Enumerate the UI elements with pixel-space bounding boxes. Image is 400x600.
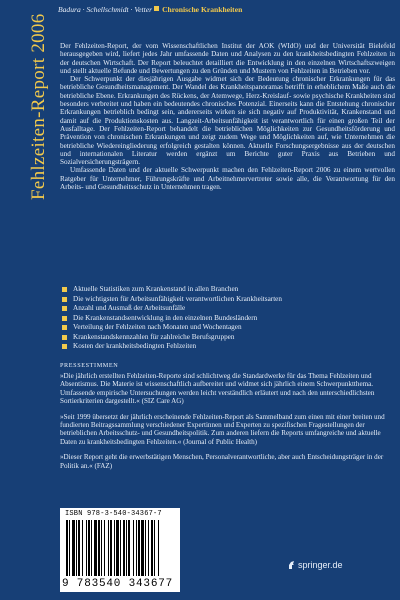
- publisher: [288, 560, 343, 570]
- authors: Badura · Schellschmidt · Vetter: [58, 5, 153, 14]
- feature-list: [60, 285, 395, 352]
- cover-content: [55, 20, 400, 600]
- square-bullet-icon: [62, 325, 67, 330]
- list-item: [60, 314, 395, 324]
- publisher-url: springer.de: [298, 560, 343, 570]
- press-quote: »Seit 1999 übersetzt der jährlich erscheinende Fehlzeiten-Report als Sammelband zum einen mit einer breiten und fundierten Beitragssammlung verschiedener Expertinnen und Experten zu spezifischen Fragestellungen der betrieblichen Arbeitsschutz- und Gesundheitspolitik. Zum anderen liefern die Reports umfangreiche und aktuelle Daten zu krankheitsbedingten Fehlzeiten.« (Journal of Public Health): [60, 412, 385, 446]
- square-bullet-icon: [62, 297, 67, 302]
- list-item-text: Anzahl und Ausmaß der Arbeitsunfälle: [73, 304, 186, 312]
- press-quote: »Die jährlich erstellten Fehlzeiten-Reporte sind schlichtweg die Standardwerke für das Thema Fehlzeiten und Absentismus. Die Materie ist wissenschaftlich aufbereitet und widmet sich jährlich einem Schwerpunktthema. Umfassende empirische Untersuchungen werden leicht verständlich erläutert und nach den unterschiedlichsten Sortierkriterien dargestellt.« (SIZ Care AG): [60, 372, 375, 406]
- list-item-text: Die wichtigsten für Arbeitsunfähigkeit verantwortlichen Krankheitsarten: [73, 294, 282, 303]
- press-quote: »Dieser Report geht die erwerbstätigen Menschen, Personalverantwortliche, aber auch Entscheidungsträger in der Politik an.« (FAZ): [60, 453, 384, 470]
- spine: [0, 0, 55, 600]
- barcode-bars: [66, 520, 174, 576]
- author-line: [58, 5, 242, 14]
- description-paragraph: Umfassende Daten und der aktuelle Schwerpunkt machen den Fehlzeiten-Report 2006 zu einem wertvollen Ratgeber für Unternehmer, Führungskräfte und Arbeitnehmervertreter sowie alle, die Verantwortung für den Arbeits- und Gesundheitsschutz in Unternehmen tragen.: [60, 166, 395, 192]
- barcode-digits: 9 783540 343677: [62, 578, 174, 590]
- list-item: [60, 333, 395, 343]
- list-item: [60, 295, 395, 305]
- press-quotes: [60, 372, 395, 477]
- description-paragraph: Der Fehlzeiten-Report, der vom Wissenschaftlichen Institut der AOK (WIdO) und der Universität Bielefeld herausgegeben wird, liefert jedes Jahr umfassende Daten und Analysen zu den krankheitsbedingten Fehlzeiten in der deutschen Wirtschaft. Der Report beleuchtet detailliert die Entwicklung in den einzelnen Wirtschaftszweigen und stellt aktuelle Befunde und Bewertungen zu den Gründen und Mustern von Fehlzeiten in Betrieben vor.: [60, 42, 395, 75]
- list-item: [60, 323, 395, 333]
- list-item-text: Verteilung der Fehlzeiten nach Monaten und Wochentagen: [73, 323, 242, 331]
- series-title: Chronische Krankheiten: [162, 5, 243, 14]
- square-bullet-icon: [62, 316, 67, 321]
- barcode: [60, 508, 180, 592]
- list-item-text: Krankenstandskennzahlen für zahlreiche Berufsgruppen: [73, 332, 235, 341]
- square-bullet-icon: [62, 344, 67, 349]
- square-bullet-icon: [62, 306, 67, 311]
- list-item: [60, 285, 395, 295]
- springer-horse-icon: [288, 561, 295, 569]
- isbn-label: ISBN 978-3-540-34367-7: [65, 510, 162, 518]
- description: [60, 42, 395, 191]
- square-bullet-icon: [62, 287, 67, 292]
- square-bullet-icon: [62, 335, 67, 340]
- list-item-text: Kosten der krankheitsbedingten Fehlzeiten: [73, 342, 197, 350]
- press-heading: PRESSESTIMMEN: [60, 362, 119, 369]
- list-item: [60, 342, 395, 352]
- list-item: [60, 304, 395, 314]
- description-paragraph: Der Schwerpunkt der diesjährigen Ausgabe widmet sich der Bedeutung chronischer Erkrankungen für das betriebliche Gesundheitsmanagement. Der Wandel des Krankheitspanoramas betrifft in erheblichem Maße auch die betriebliche Ebene. Erkrankungen des Rückens, der Atemwege, Herz-Kreislauf- sowie psychische Krankheiten sind besonders verbreitet und haben ein bedeutendes chronisches Potenzial. Einerseits kann die Entstehung chronischer Erkrankungen betrieblich bedingt sein, andererseits wirken sie sich negativ auf Produktivität, Krankenstand und damit auf die Produktionskosten aus. Langzeit-Arbeitsunfähigkeit ist verantwortlich für einen großen Teil der Ausfalltage. Der Fehlzeiten-Report behandelt die betrieblichen Möglichkeiten zur Gesundheitsförderung und Prävention von chronischen Erkrankungen und zeigt zudem Wege und Möglichkeiten auf, wie Unternehmen die betriebliche Wiedereingliederung erfolgreich gestalten können. Aktuelle Forschungsergebnisse aus der deutschen und internationalen Literatur werden ergänzt um Berichte guter Praxis aus Betrieben und Sozialversicherungsträgern.: [60, 75, 395, 167]
- spine-title: Fehlzeiten-Report 2006: [28, 13, 49, 200]
- list-item-text: Aktuelle Statistiken zum Krankenstand in allen Branchen: [73, 285, 239, 293]
- square-bullet-icon: [154, 6, 159, 11]
- list-item-text: Die Krankenstandsentwicklung in den einzelnen Bundesländern: [73, 313, 258, 322]
